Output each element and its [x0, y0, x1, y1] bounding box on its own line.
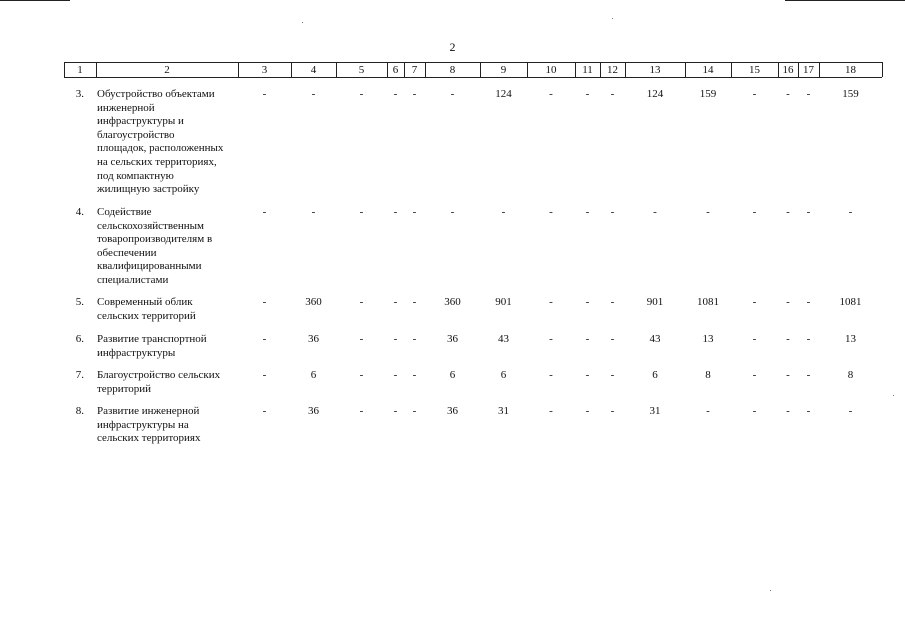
row-name-line: Современный облик [97, 296, 193, 308]
header-column-number: 3 [261, 64, 268, 76]
row-number: 6. [75, 333, 84, 345]
row-name-line: обеспечении [97, 246, 157, 259]
table-cell: - [806, 206, 811, 218]
table-cell: - [848, 405, 853, 417]
table-cell: - [706, 206, 710, 218]
header-column-number: 2 [164, 64, 170, 76]
row-name [97, 206, 247, 288]
row-name-line: территорий [97, 382, 152, 395]
table-cell: 901 [646, 296, 664, 308]
table-cell: - [412, 369, 417, 381]
table-cell: - [311, 206, 316, 218]
row-number: 8. [75, 405, 84, 417]
row-name-line: инфраструктуры [97, 346, 176, 359]
table-cell: - [752, 405, 757, 417]
table-cell: - [786, 296, 790, 308]
table-cell: 1081 [839, 296, 862, 308]
table-cell: 159 [699, 88, 717, 100]
table-cell: - [262, 88, 267, 100]
table-cell: 124 [646, 88, 664, 100]
header-column-number: 4 [310, 64, 317, 76]
table-cell: 13 [845, 333, 856, 345]
table-cell: 36 [447, 333, 458, 345]
row-name-line: инфраструктуры и [97, 115, 184, 128]
table-cell: - [585, 405, 590, 417]
row-name-line: благоустройство [97, 128, 175, 141]
header-column-number: 11 [582, 64, 593, 76]
table-cell: 6 [652, 369, 658, 381]
table-cell: - [806, 296, 811, 308]
table-cell: - [610, 206, 615, 218]
table-cell: - [752, 206, 757, 218]
table-cell: 1081 [697, 296, 719, 308]
table-cell: - [262, 405, 267, 417]
row-name-line: инфраструктуры на [97, 418, 189, 431]
table-cell: 8 [705, 369, 711, 381]
table-cell: - [359, 206, 364, 218]
scan-speck [302, 22, 303, 23]
table-cell: - [450, 206, 455, 218]
row-name-line: Благоустройство сельских [97, 369, 221, 381]
table-cell: - [393, 369, 398, 381]
table-cell: 901 [495, 296, 512, 308]
table-cell: - [585, 296, 590, 308]
header-column-number: 10 [545, 64, 557, 76]
header-column-number: 6 [392, 64, 399, 76]
row-name-line: площадок, расположенных [97, 142, 224, 155]
table-cell: - [549, 333, 553, 345]
header-column-number: 1 [77, 64, 83, 76]
row-name-line: Развитие транспортной [97, 333, 207, 345]
row-name-line: товаропроизводителям в [97, 233, 213, 246]
header-column-number: 14 [702, 64, 714, 76]
header-column-number: 7 [411, 64, 418, 76]
table-cell: - [412, 206, 417, 218]
header-column-number: 18 [845, 64, 856, 76]
header-column-number: 17 [803, 64, 814, 76]
table-cell: - [450, 88, 455, 100]
table-cell: 360 [444, 296, 461, 308]
table-cell: - [752, 333, 757, 345]
header-column-number: 16 [782, 64, 794, 76]
table-cell: - [786, 369, 790, 381]
row-number: 4. [75, 206, 84, 218]
table-cell: - [585, 333, 590, 345]
table-cell: - [585, 369, 590, 381]
page-number: 2 [449, 40, 456, 54]
table-cell: - [393, 333, 398, 345]
table-cell: 31 [649, 405, 661, 417]
table-cell: - [806, 88, 811, 100]
table-cell: - [752, 296, 757, 308]
row-name [97, 333, 247, 360]
table-cell: 124 [495, 88, 512, 100]
table-cell: - [393, 296, 398, 308]
table-cell: - [501, 206, 506, 218]
table-cell: - [262, 369, 267, 381]
row-number: 3. [75, 88, 84, 100]
scan-edge-line-left [0, 0, 70, 1]
table-cell: - [549, 206, 553, 218]
table-cell: - [585, 206, 590, 218]
header-bottom-rule [64, 77, 882, 78]
row-name-line: специалистами [97, 273, 169, 286]
table-cell: - [610, 88, 615, 100]
row-number: 7. [75, 369, 84, 381]
table-cell: - [262, 296, 267, 308]
table-cell: - [412, 333, 417, 345]
row-name-line: квалифицированными [97, 260, 202, 273]
table-cell: - [393, 405, 398, 417]
table-cell: 360 [305, 296, 322, 308]
scan-speck [893, 395, 894, 396]
header-column-number: 12 [607, 64, 618, 76]
table-cell: - [393, 88, 398, 100]
table-cell: - [610, 405, 615, 417]
header-column-number: 5 [358, 64, 365, 76]
header-column-separator [882, 62, 883, 77]
table-cell: - [806, 405, 811, 417]
table-cell: - [359, 369, 364, 381]
table-cell: - [359, 405, 364, 417]
row-name-line: сельских территориях [97, 432, 201, 445]
table-cell: - [412, 405, 417, 417]
table-cell: 43 [498, 333, 509, 345]
table-cell: - [806, 333, 811, 345]
table-cell: - [786, 333, 790, 345]
table-cell: 6 [310, 369, 317, 381]
table-cell: - [262, 206, 267, 218]
table-cell: - [610, 369, 615, 381]
table-cell: - [359, 296, 364, 308]
table-cell: - [549, 88, 553, 100]
row-name-line: Содействие [97, 206, 152, 218]
header-column-number: 9 [500, 64, 507, 76]
table-cell: 8 [847, 369, 854, 381]
table-cell: - [549, 369, 553, 381]
table-cell: - [549, 405, 553, 417]
header-column-number: 15 [749, 64, 760, 76]
table-cell: - [412, 296, 417, 308]
row-name [97, 88, 247, 197]
header-column-number: 13 [649, 64, 661, 76]
scan-speck [770, 590, 771, 591]
table-cell: 43 [649, 333, 661, 345]
table-cell: - [359, 333, 364, 345]
row-name-line: инженерной [97, 101, 155, 114]
row-name-line: сельских территорий [97, 309, 196, 322]
table-cell: 6 [500, 369, 507, 381]
row-name [97, 405, 247, 446]
table-cell: - [610, 296, 615, 308]
row-name-line: Обустройство объектами [97, 88, 215, 100]
table-cell: - [786, 206, 790, 218]
row-name-line: под компактную [97, 169, 174, 182]
header-column-number: 8 [449, 64, 456, 76]
table-cell: - [806, 369, 811, 381]
row-name [97, 296, 247, 323]
row-name [97, 369, 247, 396]
scan-edge-line-right [785, 0, 905, 1]
table-cell: - [752, 369, 757, 381]
table-cell: - [653, 206, 657, 218]
row-name-line: жилищную застройку [97, 183, 200, 196]
table-cell: 36 [308, 333, 319, 345]
row-name-line: Развитие инженерной [97, 405, 200, 417]
table-cell: - [786, 405, 790, 417]
table-cell: 31 [498, 405, 509, 417]
table-cell: 36 [447, 405, 458, 417]
table-cell: - [848, 206, 853, 218]
table-cell: 13 [702, 333, 714, 345]
table-cell: - [262, 333, 267, 345]
table-cell: 6 [449, 369, 456, 381]
table-cell: - [412, 88, 417, 100]
table-cell: - [786, 88, 790, 100]
table-cell: - [585, 88, 590, 100]
table-cell: - [311, 88, 316, 100]
row-number: 5. [75, 296, 84, 308]
table-cell: 36 [308, 405, 319, 417]
table-cell: - [610, 333, 615, 345]
row-name-line: на сельских территориях, [97, 155, 217, 168]
table-cell: - [752, 88, 757, 100]
table-cell: - [706, 405, 710, 417]
table-cell: - [393, 206, 398, 218]
scan-speck [612, 18, 613, 19]
table-cell: - [359, 88, 364, 100]
row-name-line: сельскохозяйственным [97, 219, 204, 232]
table-cell: 159 [842, 88, 859, 100]
table-cell: - [549, 296, 553, 308]
